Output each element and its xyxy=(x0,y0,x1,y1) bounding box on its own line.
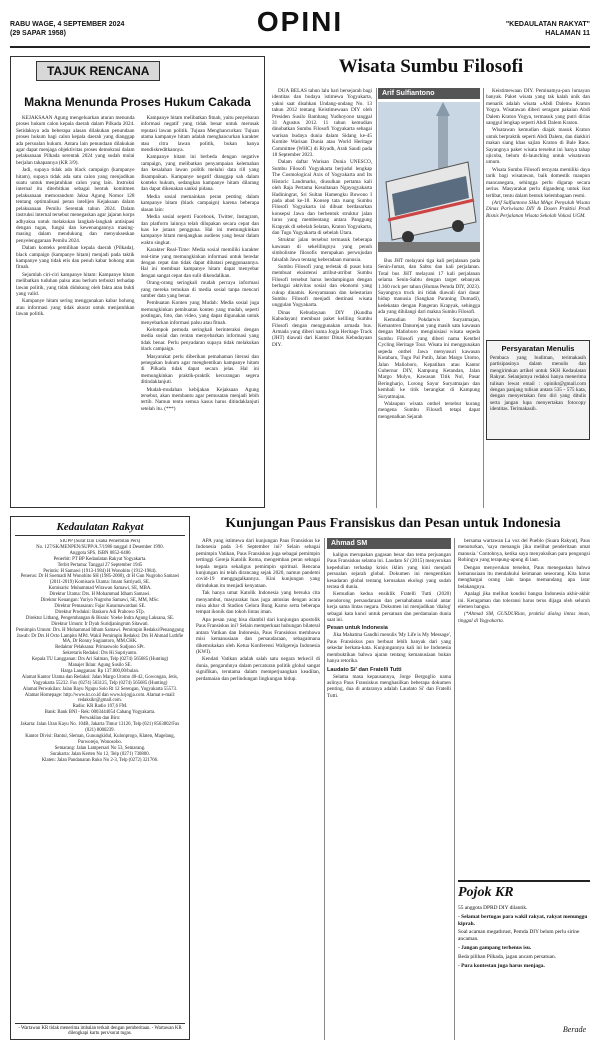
paragraph: Dalam daftar Warisan Dunia UNESCO, Sumbu Filosofi Yogyakarta berjudul lengkap The Cosmological Axis of Yogyakarta and Its Historic Landmarks, diusulkan pertama kali oleh Raja Pertama Kesultanan Ngayogyakarta Hadiningrat, Sri Sultan Hamengku Buwono I pada abad ke-18. Konsep tata ruang Sumbu Filosofi Yogyakarta ini dibuat berdasarkan konsepsi Jawa dan berbentuk struktur jalan lurus yang membentang antara Panggung Krapyak di sebelah Selatan, Kraton Yogyakarta, dan Tugu Yogyakarta di sebelah Utara. xyxy=(272,159,372,236)
paragraph: Orang-orang seringkali mudah percaya informasi yang mereka temukan di media sosial tanpa mencari sumber data yang benar. xyxy=(140,280,259,299)
paragraph: Kemudian Pokdarwis Suryatmajan, Kemantren Danurejan yang masih satu kawasan dengan Malioboro menginisiasi wisata sepeda Sumbu Filosofi yang diberi nama Kenthel Cycling Heritage Tour. Wisata ini menggunakan sepeda onthel Jawa menyusuri kawasan Kotabaru, Tugu Pal Putih, Jalan Margo Utomo, Jalan Malioboro, Kepatihan atau Kantor Gubernur DIY, Kampung Ketandan, Jalan Margo Mulyo, Kawasan Titik Nol, Pasar Beringharjo, Lorong Sayur Suryatmajan dan kembali ke titik berangkat di Kampung Suryatmajan. xyxy=(378,316,480,400)
editorial-title: Makna Menunda Proses Hukum Cakada xyxy=(24,95,251,109)
article-column-2-text xyxy=(327,552,451,1032)
paragraph: Wisata Sumbu Filosofi ternyata memiliki daya tarik bagi wisatawan, baik domestik maupun mancanegara, sehingga perlu digarap secara serius. Masyarakat perlu digandeng untuk ikut terlibat, tentu dalam bentuk kelembagaan resmi. xyxy=(486,166,590,199)
paragraph: Selama masa kepausannya, Jorge Bergoglio nama aslinya Paus Fransiskus menghasilkan beberapa dokumen penting, dua di antaranya adalah Laudato Si' dan Fratelli Tutti. xyxy=(327,673,451,699)
masthead xyxy=(10,6,590,48)
staff-line: Redaktur Pelaksana: Primaswolo Sudjono SPt. xyxy=(55,645,145,651)
paragraph: Sumbu Filosofi yang terletak di pusat kota membuat eksistensi atribut-atribut Sumbu Filosofi tersebut harus berdampingan dengan berbagai aktivitas sosial dan ekonomi yang cukup dinamis. Kenyamanan dan kelestarian Sumbu Filosofi menjadi destinasi wisata unggulan Yogyakarta. xyxy=(272,263,372,309)
bus-photo xyxy=(378,102,480,252)
staff-line: Perintis: H Samawi (1913-1984) H Wonohito (1912-1984). xyxy=(43,568,157,574)
paragraph: Pembuatan Konten yang Mudah: Media sosial juga memungkinkan pembuatan konten yang mudah, seperti postingan, foto, dan video, yang dapat digunakan untuk menyebarkan informasi palsu atau fitnah. xyxy=(140,300,259,326)
paragraph: APA yang istimewa dari kunjungan Paus Fransiskus ke Indonesia pada 3-6 September ini? Selain sebagai pemimpin Vatikan, Paus Fransiskus juga sebagai pemimpin tertinggi Gereja Katolik Roma, mengemban peran sebagai kepala negara sekaligus pemimpin spiritual. Rencana kunjungan ini telah dirancang sejak 2020, namun pandemi covid-19 menggagalkannya. Kini kunjungan yang dirindukan itu menjadi kenyataan. xyxy=(196,538,320,589)
staff-line: Radio: KR Radio 107,6 FM. xyxy=(72,704,128,710)
paragraph: Kampanye hitam sering menggunakan kabar bohong atau informasi yang tidak akurat untuk menjatuhkan lawan politik. xyxy=(16,298,135,318)
staff-line: Direktur Produksi: Baskoro Adi Prabowo STp. xyxy=(55,609,145,615)
writing-requirements-text: Pembaca yang budiman, terimakasih partisipasinya dalam menulis dan mengirimkan artikel untuk SKH Kedaulatan Rakyat. Selanjutnya redaksi hanya menerima tulisan lewat email : opinikr@gmail.com dengan panjang tulisan antara 535 - 575 kata, dengan menyertakan foto diri yang ditulis serta jangan lupa menyertakan fotocopy identitas. Terimakasih. xyxy=(490,355,586,413)
paragraph: Dinas Kebudayaan DIY (Kundha Kabudayan) membuat paket keliling Sumbu Filosofi dengan menggunakan armada bus. Armada yang diberi nama Jogja Heritage Track (JHT) diawali dari Kantor Dinas Kebudayaan DIY. xyxy=(272,309,372,348)
author-byline: Arif Sulfiantono xyxy=(378,88,480,99)
editorial-staff-info xyxy=(15,539,185,1015)
writing-requirements-title: Persyaratan Menulis xyxy=(501,344,575,353)
article-column-1 xyxy=(196,538,320,1040)
staff-line: Direktur Pemasaran: Fajar Kusumawardani SE. xyxy=(54,603,146,609)
paragraph: Struktur jalan tersebut termasuk beberapa kawasan di sekelilingnya yang penuh simbolisme filosofis merupakan perwujudan falsafah Jawa tentang keberadaan manusia. xyxy=(272,237,372,263)
paragraph: Media sosial memainkan peran penting dalam kampanye hitam (black campaign) karena beberapa alasan lain: xyxy=(140,193,259,213)
staff-line: Penerbit: PT BP Kedaulatan Rakyat Yogyakarta. xyxy=(53,556,147,562)
staff-line: Surakarta: Jalan Kerten No 12, Telp (0271) 730800. xyxy=(50,751,150,757)
paragraph: Apa pesan yang bisa diambil dari kunjungan apostolik Paus Fransiskus ini? Selain memperkuat hubungan bilateral antara Vatikan dan Indonesia, Paus Fransiskus membawa misi kemanusiaan dan persaudaraan, sebagaimana dikemukakan oleh Ketua Konferensi Waligereja Indonesia (KWI). xyxy=(196,616,320,655)
article-column-2 xyxy=(327,538,451,1040)
paragraph: Bus JHT melayani tiga kali perjalanan pada Senin-Jumat, dan Sabtu dan kali perjalanan. Total bus JHT melayani 17 kali perjalanan selama Senin-Sabtu dengan target sebanyak 1.360 rock per tahun (Humas Pemda DIY, 2023). Sayangnya truck ini tidak diawali dari dasar hidup manusia (Sangkan Paraning Dumadi), kedekatan dengan Pangeran Krapyak, sehingga ada yang dihilangi dari makna Sumbu Filosofi. xyxy=(378,258,480,316)
pojok-item-comment: - Selamat bertugas para wakil rakyat, rakyat menunggu kiprah. xyxy=(458,913,588,927)
staff-line: Anggota SPS. ISBN 0852-6486 xyxy=(69,550,131,556)
paragraph: Apalagi jika melihat kondisi bangsa Indonesia akhir-akhir ini. Keragaman dan toleransi harus terus dijaga oleh seluruh elemen bangsa. xyxy=(458,591,590,611)
paragraph: Sejumlah ciri-ciri kampanye hitam: Kampanye hitam melibatkan tuduhan palsu atau berlum terbukti terhadap lawan politik, yang tidak didukung oleh fakta atau bukti yang valid. xyxy=(16,271,135,297)
editorial-column-1 xyxy=(16,115,135,483)
paragraph: Kampanye hitam ini berbeda dengan negative campaign, yang melibatkan penyampaian kelemahan dan kesalahan lawan politik melalui data rill yang disampaikan. Kampanye negatif dianggap sah dalam konteks hukum, sedangkan kampanye hitam dilarang dan dapat dikenakan sanksi pidana. xyxy=(140,154,259,193)
column-divider xyxy=(324,538,325,1040)
pojok-item-comment: - Pura kontestan juga harus menjaga. xyxy=(458,962,545,969)
paragraph: Mudah-mudahan kebijakan Kejaksaan Agung tersebut, akan membantu agar pemusatan menjadi lebih tertib. Namun tentu semua kasus harus ditindaklanjuti setelah itu. (***) xyxy=(140,386,259,412)
staff-line: Kepala TU Langganan: Drs Ari Salman, Telp (0274) 565685 (Hunting) xyxy=(31,657,169,663)
paragraph: Kampanye hitam melibatkan fitnah, yaitu penyebaran informasi negatif yang tidak benar untuk merusak reputasi lawan politik. Tujuan Menghancurkan: Tujuan utama kampanye hitam adalah menghancurkan karakter atau citra lawan politik, bukan hanya mendiskreditkannya. xyxy=(140,115,259,154)
pojok-signature: Berade xyxy=(562,1025,586,1034)
pojok-item-comment: - Jangan gampang terhenus isu. xyxy=(458,944,532,951)
staff-line: Sekretaris Redaksi: Drs Hi Supriyanto. xyxy=(62,651,138,657)
paragraph: kaligus merupakan gagasan besar dan tema perjuangan Paus Fransiskus selama ini. Laudato Si' (2015) menyerukan kepedulian terhadap krisis iklim yang kini menjadi persoalan sejarah global. Dokumen ini mengentikan kesadaran global tentang kerusakan ekologi yang sudah terasa di dunia. xyxy=(327,552,451,591)
paragraph: Keistimewaan DIY. Peminatnya-pun lumayan banyak. Paket wisata yang tak kalah unik dan menarik adalah wisata «Abdi Dalem» Kraton Yogya. Wisatawan diberi seragam pakaian Abdi Dalem Kraton Yogya, termasuk yang putri dirias sanggul lengkap seperti Abdi Dalem Kraton. xyxy=(486,88,590,127)
pojok-kr-items xyxy=(458,905,590,969)
pojok-kr-title: Pojok KR xyxy=(458,885,514,900)
author-note: (*Ahmad SM, GUSDURian, praktisi dialog lintas iman, tinggal di Yogyakarta. xyxy=(458,611,590,624)
staff-line: Manajer Iklan: Agung Susilo SE. xyxy=(68,663,132,669)
paragraph: Walaupun wisata onthel tersebut kurang mengena Sumbu Filosofi tetapi dapat mengenalkan Sejarah xyxy=(378,400,480,420)
staff-line: SIUPP (Surat Izin Usaha Penerbitan Pers) xyxy=(59,539,141,544)
staff-line: Direktur Keuangan: Yuriyo Nugroho Samawi, SE, MM, MSc. xyxy=(40,598,160,604)
masthead-date-line: RABU WAGE, 4 SEPTEMBER 2024 xyxy=(10,21,125,28)
editorial-columns xyxy=(16,115,259,483)
pojok-item xyxy=(458,929,590,951)
paragraph: Jika Mahatma Gandhi menulis 'My Life is My Message', Paus Fransiskus pun berbuat lebih banyak dari yang sekedar berkata-kata. Kunjungannya kali ini ke Indonesia membuktikan bahwa ajaran tentang kemanusiaan bukan hanya retorika. xyxy=(327,632,451,665)
paragraph: Kelompok pemuda seringkali berinteraksi dengan media sosial dan rentan menyebarkan informasi yang tidak benar. Perlu penyadaran supaya tidak melakukan black campaign. xyxy=(140,327,259,353)
article-column-3 xyxy=(486,88,590,336)
staff-line: Direktur Utama: Drs. H Mohammad Idham Samawi. xyxy=(49,592,151,598)
article-wisata xyxy=(272,88,590,508)
author-note: (Arif Sulfiantono SHut MAgr. Penyuluh Wisata Dinas Pariwisata DIY & Dosen Praktisi Prodi Bisnis Perjalanan Wisata Sekolah Vokasi UGM. xyxy=(486,199,590,219)
pojok-item xyxy=(458,954,590,970)
staff-line: Komisaris: Muhammad Wirawan Samawi, SE, MBA. xyxy=(48,586,152,592)
paragraph: Kendati Vatikan adalah salah satu negara terkecil di dunia, pengaruhnya dalam percaturan politik global sangat signifikan, terutama dalam memperjuangkan keadilan, perdamaian dan perlindungan lingkungan hidup. xyxy=(196,656,320,682)
staff-line: Alamat Homepage: http://www.kr.co.id dan www.krjogja.com. Alamat e-mail: redaksikr@gmail.com. xyxy=(24,692,176,704)
article-column-3 xyxy=(458,538,590,874)
pojok-item-text: Soal acaman megathrust, Pemda DIY belum perlu sirine ancaman. xyxy=(458,929,580,943)
staff-line: Penerus: Dr H Soemadi M Wonohito SH (1985-2008), dr H Gun Nugroho Samawi (2011-2019) Komisaris Utama: Imam Satriyadi, SE. xyxy=(20,574,180,586)
column-divider xyxy=(483,88,484,508)
staff-line: Direktur Umum: Ir Dyah Suridjaningrum Sitawati. xyxy=(51,621,149,627)
paragraph: Karakter Real-Time: Media sosial memiliki karakter real-time yang memungkinkan informasi untuk beredar dengan cepat dan tidak dapat dibatasi penggunaannya. Hal ini membuat kampanye hitam dapat menyebar dengan sangat cepat dan sulit dikendalikan. xyxy=(140,247,259,279)
subheading: Laudato Si' dan Fratelli Tutti xyxy=(327,666,402,673)
staff-line: Klaten: Jalan Pandanaran Ruko No 2-3, Telp (0272) 321766. xyxy=(41,757,159,763)
column-divider xyxy=(454,538,455,1040)
masthead-footer: - Wartawan KR tidak menerima imbalan terkait dengan pemberitaan. - Wartawan KR dilengkapi kartu pers/surat tugas. xyxy=(15,1023,185,1036)
staff-line: Harga Langganan: Rp 137.000,00/bulan. xyxy=(60,668,140,674)
staff-line: Semarang: Jalan Lampersari No 53, Semarang. xyxy=(54,745,146,751)
editorial-box xyxy=(10,56,265,508)
paragraph: Wisatawan kemudian diajak masuk Kraton untuk berpraktik seperti Abdi Dalem, dan diakhiri makan siang khas sajian Kraton di Bale Raos. Sayangnya paket wisata tersebut ini hanya tahap ujicoba, belum di-launching untuk wisatawan umum. xyxy=(486,127,590,166)
staff-line: Bank: Bank BNI - Rek: 0003444054 Cabang Yogyakarta. xyxy=(44,710,156,716)
subheading: Pesan untuk Indonesia xyxy=(327,625,388,632)
article-column-2-text xyxy=(378,258,480,508)
paragraph: Masyarakat perlu diberikan pemahaman literasi dan penegakan hukum agar menghentikan kampanye hitam di Pilkada tidak dapat secara jelas. Hal ini memungkinkan praktik-praktik kecurangan segera ditindaklanjuti. xyxy=(140,353,259,386)
paragraph: Dengan menyerukan tersebut, Paus menegaskan bahwa kemanusiaan itu mendahului keimanan seseorang. Kita harus menghargai orang lain tanpa memandang apa latar belakangnya. xyxy=(458,564,590,590)
editorial-column-2 xyxy=(141,115,260,483)
staff-line: Pemimpin Umum: Drs. H Mohammad Idham Samawi. Pemimpin Redaksi/Penanggung Jawab: Dr Drs H Octo Lampito MPd. Wakil Pemimpin Redaksi: Drs H Ahmad Luthfie MA, Dr Ronny Sugiantoro, MM.CHK. xyxy=(16,627,184,645)
pojok-item-text: Beda pilihan Pilkada, jagan ancam persatuan. xyxy=(458,953,557,960)
column-divider xyxy=(376,88,377,508)
masthead-page-number: HALAMAN 11 xyxy=(545,30,590,37)
bus-illustration-icon xyxy=(378,102,480,252)
article-title: Kunjungan Paus Fransiskus dan Pesan untuk Indonesia xyxy=(225,516,561,531)
staff-line: Perwakilan dan Biro: xyxy=(79,716,121,722)
article-title: Wisata Sumbu Filosofi xyxy=(338,56,524,77)
staff-line: Alamat Perwakilan: Jalan Bayu Ngupu Solo Rt 12 Serengan, Yogyakarta 55573. xyxy=(22,686,178,692)
author-byline: Ahmad SM xyxy=(327,538,451,549)
staff-line: Alamat Kantor Utama dan Redaksi: Jalan Margo Utomo 40-42, Gowongan, Jetis, Yogyakarta 55232. Fax (0274) 563125, Telp (0274) 565685 (Hunting) xyxy=(21,674,179,686)
pojok-kr-box xyxy=(458,880,590,1040)
staff-line: Jakarta: Jalan Utan Kayu No. 104B, Jakarta Timur 13120, Telp (021) 8563802/Fax (021) 8000239. xyxy=(20,722,180,733)
paragraph: Dalam konteks pemilihan kepala daerah (Pilkada), black campaign (kampanye hitam) menjadi pada taktik kampanye yang tidak etis dan penuh kabar bohong atau fitnah. xyxy=(16,245,135,271)
staff-line: Kantor Divisi: Bantul, Sleman, Gunungkidul, Kulonprogo, Klaten, Magelang, Purworejo, Wonosobo. xyxy=(25,733,175,745)
paragraph: bersama wartawan La voz del Pueblo (Suara Rakyat), Paus menuturkan, 'saya menangis jika melihat penderitaan umat manusia.' Contohnya, ketika saya menyaksikan para pengungsi Rohingya yang terapung-apung di laut. xyxy=(458,538,590,564)
paragraph: Tak hanya umat Katolik Indonesia yang bersuka cita menyambut, masyarakat luas juga antusias dengan acara misa akbar di Stadion Gelora Bung Karno serta beberapa tempat ikonik dan tokoh lintas iman. xyxy=(196,590,320,616)
paragraph: Media sosial seperti Facebook, Twitter, Instagram, dan platform lainnya telah dilupakan secara cepat dan luas ke jutaan pengguna. Hal ini memungkinkan kampanye hitam menjangkau audiens yang besar dalam waktu singkat. xyxy=(140,214,259,246)
article-column-2 xyxy=(378,88,480,508)
masthead-paper xyxy=(506,20,590,38)
paragraph: KEJAKSAAN Agung mengeluarkan aturan menunda proses hukum calon kepala daerah dalam Pilkada 2024. Setidaknya ada beberapa alasan dilakukan penundaan proses hukum bagi calon kepala daerah yang dianggap ada persoalan hukum. Antara lain penundaan dilakukan agar dapat menjaga objektivitas proses demokrasi dalam pelaksanaan Pilkada serentak 2024 yang sudah mulai berjalan tahapannya (KR 3/9). xyxy=(16,115,135,166)
paragraph: Jadi, supaya tidak ada black campaign (kampanye hitam), supaya tidak ada satu calon yang menjadikan suatu untuk menjatuhkan calon yang lain. Instruksi internal itu diterbitkan sebagai bentuk komitmen pelaksanaan memorandum Jaksa Agung Nomor 128 tentang optimalisasi peran intelijen Kejaksaan dalam pelaksanaan Pemilu Serentak tahun 2024. Dalam instruksi internal tersebut menegaskan agar jajaran korps adhyaksa untuk melakukan langkah-langkah antisipasi dengan tugas, fungsi dan kewenangannya masing-masing dalam mendukung dan menyukseskan penyelenggaraan Pemilu 2024. xyxy=(16,167,135,244)
article-column-1 xyxy=(272,88,372,508)
paragraph: DUA BELAS tahun lalu hari bersejarah bagi identitas dan budaya istimewa Yogyakarta, yakni saat disahkan Undang-undang No. 13 tahun 2012 tentang Keistimewaan DIY oleh Presiden Susilo Bambang Yudhoyono tanggal 31 Agustus 2012. 11 tahun kemudian dinobatkan Sumbu Filosofi Yogyakarta sebagai warisan budaya dunia dalam Sidang ke-45 Komite Warisan Dunia atau World Heritage Committee (WHC) di Riyadh, Arab Saudi pada 18 September 2023. xyxy=(272,88,372,159)
staff-line: No. 127/SK/MENPEN/SUPP/A.7/1986 tanggal 4 Desember 1990. xyxy=(36,544,164,550)
writing-requirements-box xyxy=(486,340,590,440)
masthead-javanese-date: (29 SAPAR 1958) xyxy=(10,30,66,37)
masthead-paper-name: "KEDAULATAN RAKYAT" xyxy=(505,21,590,28)
newspaper-logo: Kedaulatan Rakyat xyxy=(15,521,185,536)
staff-line: Direktur Litbang, Pengembangan & Bisnis: Yoeke Indra Agung Laksana, SE. xyxy=(25,615,175,621)
staff-line: Terbit Pertama: Tanggal 27 September 1945 xyxy=(57,562,143,568)
paragraph: Kemudian kedua ensiklik Fratelli Tutti (2020) mendorong persaudaraan dan persahabatan sosial antar kerja sama lintas negara. Dokumen ini menjadikan 'dialog' sebagai kata kunci untuk persatuan dan perdamaian dunia saat ini. xyxy=(327,591,451,624)
pojok-item xyxy=(458,905,590,927)
masthead-box xyxy=(10,516,190,1040)
pojok-item-text: 55 anggota DPRD DIY dilantik. xyxy=(458,905,528,911)
editorial-label: TAJUK RENCANA xyxy=(36,61,160,81)
section-title: OPINI xyxy=(256,6,344,37)
